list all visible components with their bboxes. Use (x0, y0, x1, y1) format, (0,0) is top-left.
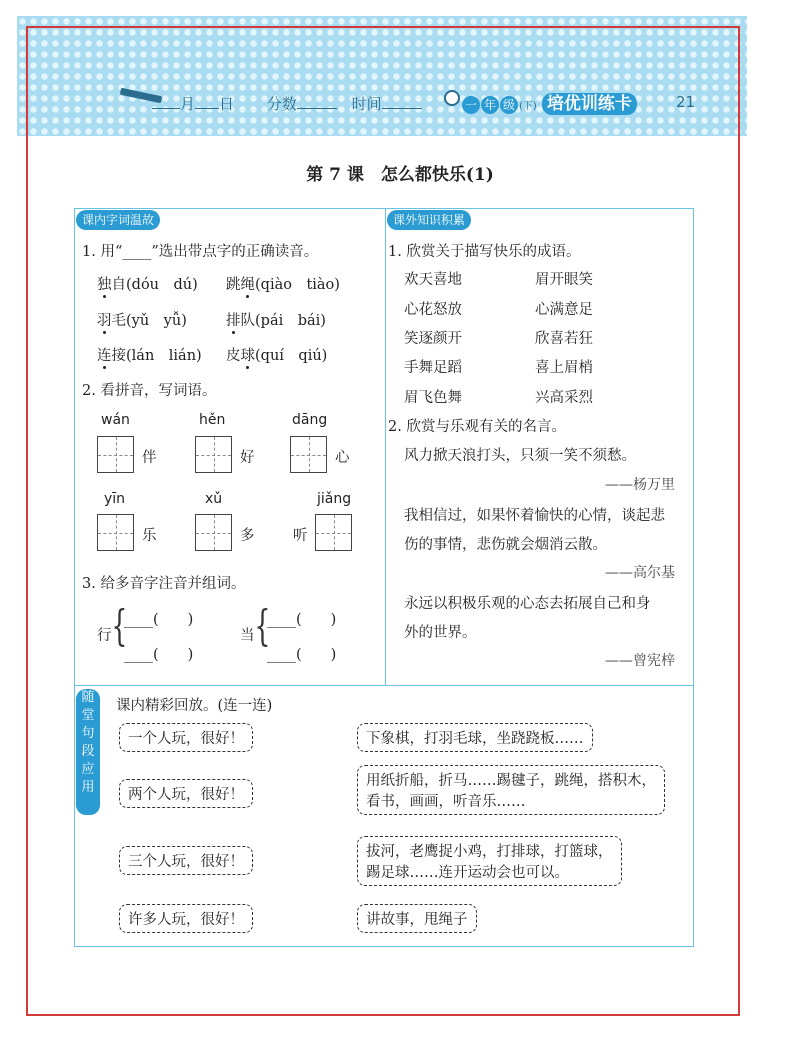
match-right-item[interactable]: 下象棋，打羽毛球，坐跷跷板…… (357, 723, 593, 752)
match-left-item[interactable]: 三个人玩，很好！ (119, 846, 253, 875)
score-label: 分数 (266, 95, 297, 113)
reading-item: 皮球(quí qiú) (226, 348, 328, 364)
idiom: 兴高采烈 (535, 390, 593, 406)
idiom: 欣喜若狂 (535, 331, 593, 347)
right-panel-tab: 课外知识积累 (387, 210, 471, 230)
month-label: 月 (180, 95, 196, 113)
quote-line: 外的世界。 (404, 625, 477, 641)
page-number: 21 (676, 93, 696, 111)
match-left-item[interactable]: 两个人玩，很好！ (119, 779, 253, 808)
polyphone-char: 行 (97, 628, 112, 644)
word-char: 好 (240, 450, 255, 466)
tianzige-box[interactable] (315, 514, 352, 551)
reading-item: 独自(dóu dú) (97, 277, 198, 293)
quote-author: ——高尔基 (605, 565, 675, 581)
reading-item: 跳绳(qiào tiào) (226, 277, 340, 293)
reading-item: 羽毛(yǔ yǚ) (97, 313, 187, 329)
quote-author: ——曾宪梓 (605, 653, 675, 669)
brace: { (254, 601, 271, 650)
quote-line: 我相信过，如果怀着愉快的心情，谈起悲 (404, 508, 665, 524)
grade-char: 级 (500, 96, 518, 114)
tianzige-box[interactable] (97, 436, 134, 473)
idiom: 欢天喜地 (404, 272, 462, 288)
grade-sub: (下) (519, 101, 537, 112)
reading-item: 排队(pái bái) (226, 313, 326, 329)
quote-line: 永远以积极乐观的心态去拓展自己和身 (404, 596, 651, 612)
brand-name: 培优训练卡 (542, 93, 637, 115)
left-panel-tab: 课内字词温故 (76, 210, 160, 230)
match-left-item[interactable]: 一个人玩，很好！ (119, 723, 253, 752)
pinyin-label: xǔ (205, 491, 223, 507)
idiom: 心花怒放 (404, 302, 462, 318)
idiom: 眉开眼笑 (535, 272, 593, 288)
match-right-item[interactable]: 用纸折船，折马……踢毽子，跳绳，搭积木， 看书，画画，听音乐…… (357, 765, 665, 815)
word-char: 多 (240, 528, 255, 544)
brace: { (111, 601, 128, 650)
clock-icon (444, 90, 460, 106)
brand-badge (462, 89, 637, 114)
tianzige-box[interactable] (195, 514, 232, 551)
pinyin-label: wán (101, 412, 130, 428)
q3-text: 3. 给多音字注音并组词。 (82, 576, 246, 592)
match-left-item[interactable]: 许多人玩，很好！ (119, 904, 253, 933)
quote-line: 伤的事情，悲伤就会烟消云散。 (404, 537, 607, 553)
answer-blank[interactable]: ____( ) (124, 612, 194, 628)
answer-blank[interactable]: ____( ) (124, 647, 194, 663)
idiom: 心满意足 (535, 302, 593, 318)
grade-char: 年 (481, 96, 499, 114)
quote-line: 风力掀天浪打头，只须一笑不须愁。 (404, 448, 636, 464)
header-info (28, 93, 422, 114)
grade-char: 一 (462, 96, 480, 114)
match-right-item[interactable]: 拔河，老鹰捉小鸡，打排球，打篮球， 踢足球……连开运动会也可以。 (357, 836, 622, 886)
quote-author: ——杨万里 (605, 477, 675, 493)
pinyin-label: dāng (292, 412, 328, 428)
idiom: 笑逐颜开 (404, 331, 462, 347)
answer-blank[interactable]: ____( ) (267, 647, 337, 663)
idiom: 手舞足蹈 (404, 360, 462, 376)
q1-text: 1. 用“____”选出带点字的正确读音。 (82, 244, 319, 260)
tianzige-box[interactable] (290, 436, 327, 473)
r-q1-text: 1. 欣赏关于描写快乐的成语。 (388, 244, 581, 260)
pinyin-label: yīn (104, 491, 126, 507)
time-label: 时间 (351, 95, 382, 113)
answer-blank[interactable]: ____( ) (267, 612, 337, 628)
word-char: 乐 (142, 528, 157, 544)
idiom: 喜上眉梢 (535, 360, 593, 376)
tianzige-box[interactable] (195, 436, 232, 473)
pinyin-label: jiǎng (317, 491, 352, 507)
day-label: 日 (219, 95, 235, 113)
polyphone-char: 当 (240, 628, 255, 644)
reading-item: 连接(lán lián) (97, 348, 202, 364)
idiom: 眉飞色舞 (404, 390, 462, 406)
instruction-text: 课内精彩回放。(连一连) (116, 698, 273, 714)
r-q2-text: 2. 欣赏与乐观有关的名言。 (388, 419, 566, 435)
q2-text: 2. 看拼音，写词语。 (82, 383, 217, 399)
word-char: 伴 (142, 450, 157, 466)
page-title: 第 7 课 怎么都快乐(1) (306, 165, 494, 185)
pinyin-label: hěn (199, 412, 226, 428)
match-right-item[interactable]: 讲故事，甩绳子 (357, 904, 477, 933)
bottom-panel-tab: 随 堂 句 段 应 用 (76, 689, 100, 815)
word-char: 听 (293, 528, 308, 544)
tianzige-box[interactable] (97, 514, 134, 551)
word-char: 心 (335, 450, 350, 466)
